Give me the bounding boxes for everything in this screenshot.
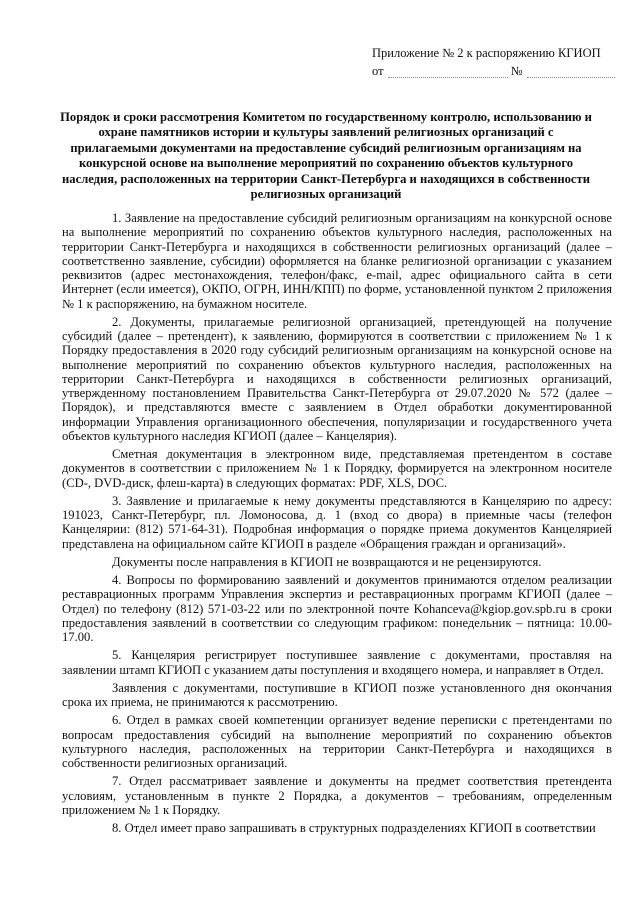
paragraph-5-note: Заявления с документами, поступившие в КГИОП позже установленного дня окончания срока их приема, не принимаются к рассмотрению. (62, 680, 612, 709)
appendix-title: Приложение № 2 к распоряжению КГИОП (372, 46, 601, 60)
paragraph-2-estimate: Сметная документация в электронном виде, представляемая претендентом в составе документов в соответствии с приложением № 1 к Порядку, формируется на электронном носителе (CD-, DVD-диск, флеш-карта) в следующих форматах: PDF, XLS, DOC. (62, 447, 612, 490)
paragraph-7: 7. Отдел рассматривает заявление и документы на предмет соответствия претендента условиям, установленным в пункте 2 Порядка, а документов – требованиям, определенным приложением № 1 к Порядку. (62, 774, 612, 817)
paragraph-8: 8. Отдел имеет право запрашивать в структурных подразделениях КГИОП в соответствии (112, 821, 596, 835)
date-label: от (372, 64, 384, 78)
paragraph-6: 6. Отдел в рамках своей компетенции организует ведение переписки с претендентами по вопросам предоставления субсидий на выполнение мероприятий по сохранению объектов культурного наследия, расположенных на территории Санкт-Петербурга и находящихся в собственности религиозных организаций. (62, 713, 612, 770)
document-body (62, 211, 612, 835)
paragraph-3: 3. Заявление и прилагаемые к нему документы представляются в Канцелярию по адресу: 191023, Санкт-Петербург, пл. Ломоносова, д. 1 (вход со двора) в приемные часы (телефон Канцелярии: (812) 571-64-31). Подробная информация о порядке приема документов Канцелярией представлена на официальном сайте КГИОП в разделе «Обращения граждан и организаций». (62, 493, 612, 551)
document-title: Порядок и сроки рассмотрения Комитетом по государственному контролю, использованию и охране памятников истории и культуры заявлений религиозных организаций с прилагаемыми документами на предоставление субсидий религиозным организациям на конкурсной основе на выполнение мероприятий по сохранению объектов культурного наследия, расположенных на территории Санкт-Петербурга и находящихся в собственности религиозных организаций (60, 110, 592, 202)
appendix-header (372, 44, 622, 80)
paragraph-2: 2. Документы, прилагаемые религиозной организацией, претендующей на получение субсидий (далее – претендент), к заявлению, формируются в соответствии с приложением № 1 к Порядку предоставления в 2020 году субсидий религиозным организациям на конкурсной основе на выполнение мероприятий по сохранению объектов культурного наследия, расположенных на территории Санкт-Петербурга и находящихся в собственности религиозных организаций, утвержденному постановлением Правительства Санкт-Петербурга от 29.07.2020 № 572 (далее – Порядок), и представляются вместе с заявлением в Отдел обработки документированной информации Управления организационного обеспечения, популяризации и государственного учета объектов культурного наследия КГИОП (далее – Канцелярия). (62, 314, 612, 443)
paragraph-4: 4. Вопросы по формированию заявлений и документов принимаются отделом реализации реставрационных программ Управления экспертиз и реставрационных программ КГИОП (далее – Отдел) по телефону (812) 571-03-22 или по электронной почте Kohanceva@kgiop.gov.spb.ru в сроки предоставления заявлений в соответствии со следующим графиком: понедельник – пятница: 10.00-17.00. (62, 573, 612, 644)
date-blank (388, 65, 508, 78)
paragraph-5: 5. Канцелярия регистрирует поступившее заявление с документами, проставляя на заявлении штамп КГИОП с указанием даты поступления и входящего номера, и направляет в Отдел. (62, 648, 612, 677)
appendix-date-number-line (372, 62, 622, 80)
paragraph-1: 1. Заявление на предоставление субсидий религиозным организациям на конкурсной основе на выполнение мероприятий по сохранению объектов культурного наследия, расположенных на территории Санкт-Петербурга и находящихся в собственности религиозных организаций (далее – соответственно заявление, субсидии) оформляется на бланке религиозной организации с указанием реквизитов (адрес местонахождения, телефон/факс, e-mail, адрес официального сайта в сети Интернет (если имеется), ОКПО, ОГРН, ИНН/КПП) по форме, установленной пунктом 2 приложения № 1 к распоряжению, на бумажном носителе. (62, 211, 612, 311)
number-label: № (510, 64, 523, 78)
number-blank (527, 65, 615, 78)
paragraph-3-note: Документы после направления в КГИОП не возвращаются и не рецензируются. (112, 554, 542, 569)
